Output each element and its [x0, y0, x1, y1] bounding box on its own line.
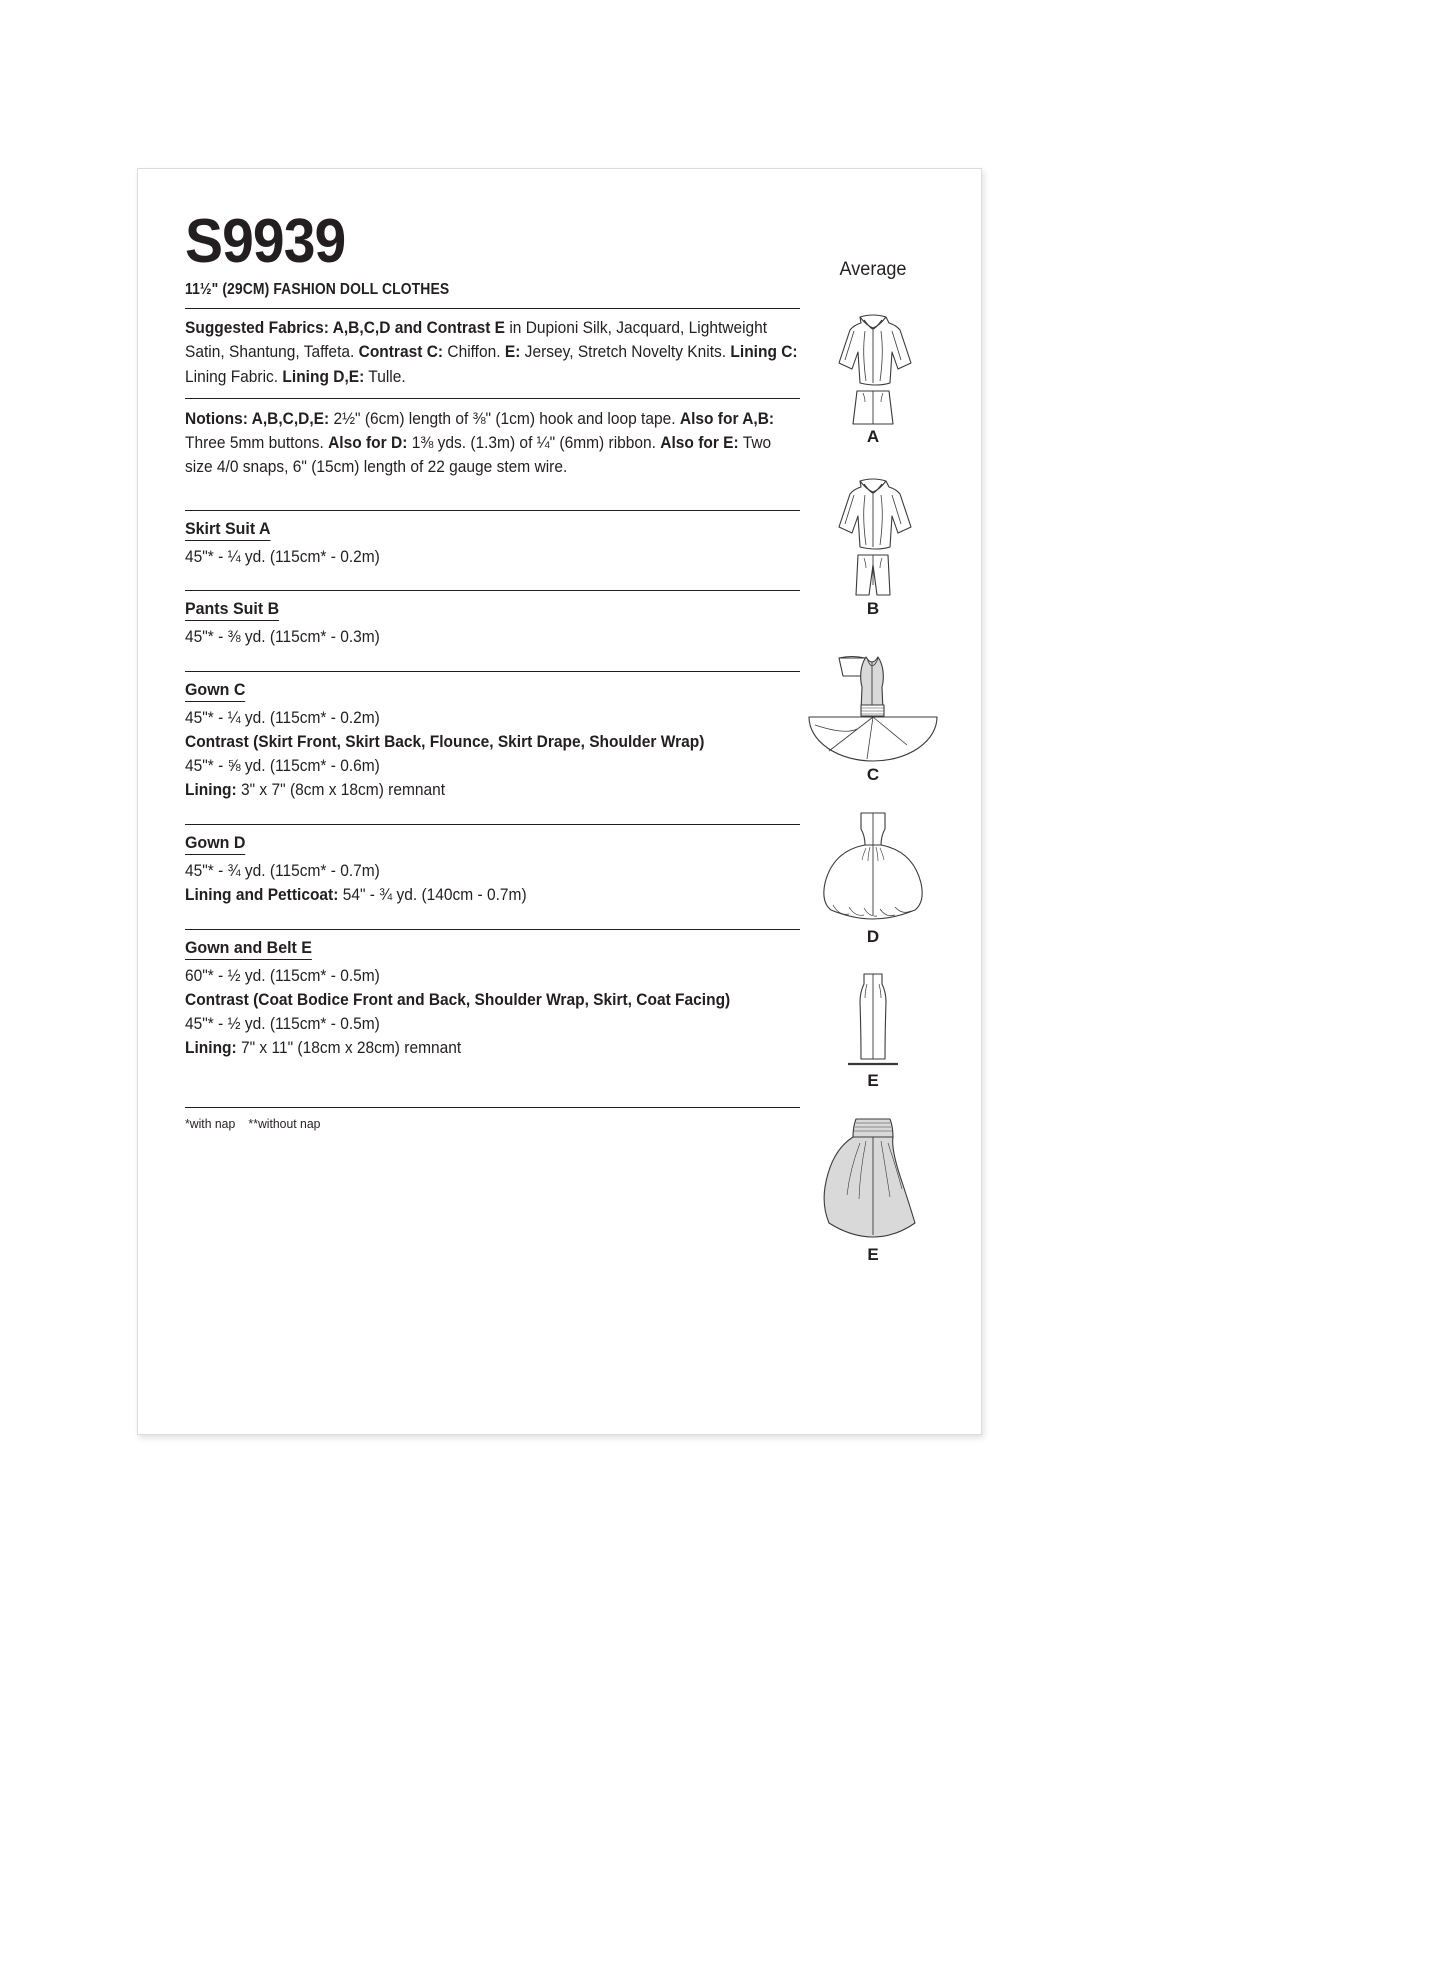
gown-c-icon [803, 641, 943, 763]
divider [185, 1107, 800, 1108]
yardage-row [185, 731, 798, 755]
also-for-ab-label: Also for A,B: [679, 409, 775, 428]
yardage-value: 45"* - ⅝ yd. (115cm* - 0.6m) [185, 757, 380, 776]
divider [185, 398, 800, 399]
yardage-section [185, 590, 800, 650]
divider [185, 590, 800, 591]
divider [185, 671, 800, 672]
yardage-value: 45"* - ⅜ yd. (115cm* - 0.3m) [185, 628, 380, 647]
divider [185, 510, 800, 511]
suggested-fabrics-list: in Dupioni Silk, Jacquard, Lightweight Satin, Shantung, Taffeta. [185, 319, 768, 362]
yardage-value: 45"* - ¼ yd. (115cm* - 0.2m) [185, 709, 380, 728]
also-for-ab-value: Three 5mm buttons. [185, 434, 329, 452]
skirt-suit-icon [808, 307, 938, 425]
view-illustrations-column [798, 211, 948, 1265]
yardage-value: 60"* - ½ yd. (115cm* - 0.5m) [185, 966, 380, 985]
also-for-d-value: 1⅜ yds. (1.3m) of ¼" (6mm) ribbon. [407, 434, 661, 452]
also-for-e-label: Also for E: [660, 434, 739, 452]
yardage-value: 45"* - ¼ yd. (115cm* - 0.2m) [185, 547, 380, 566]
yardage-section [185, 671, 800, 803]
yardage-row [185, 860, 798, 884]
yardage-row [185, 1037, 798, 1061]
divider [185, 308, 800, 309]
also-for-e-value: Two size 4/0 snaps, 6" (15cm) length of 22 gauge stem wire. [185, 434, 772, 477]
view-illustration-b [798, 471, 948, 619]
fabric-e-label: E: [504, 343, 521, 362]
divider [185, 824, 800, 825]
section-title: Gown and Belt E [185, 938, 312, 960]
gown-e-sheath-icon [808, 969, 938, 1069]
section-title: Pants Suit B [185, 599, 279, 621]
contrast-c-value: Chiffon. [443, 343, 505, 362]
yardage-row [185, 965, 798, 989]
view-illustration-e-full [798, 1113, 948, 1265]
view-label: E [867, 1245, 879, 1264]
pattern-text-column [185, 207, 800, 1131]
divider [185, 929, 800, 930]
suggested-fabrics-label: Suggested Fabrics: [185, 319, 329, 337]
pants-suit-icon [808, 471, 938, 597]
nap-footnote [185, 1116, 763, 1131]
view-illustration-a [798, 307, 948, 447]
view-label: A [866, 427, 880, 446]
pattern-subtitle: 11½" (29CM) FASHION DOLL CLOTHES [185, 281, 450, 298]
gown-e-full-icon [808, 1113, 938, 1243]
yardage-row [185, 989, 798, 1013]
notions-paragraph [185, 407, 798, 480]
lining-label: Lining: [185, 781, 237, 800]
yardage-row [185, 546, 798, 570]
pattern-envelope-sheet [137, 168, 982, 1435]
view-illustration-c [798, 641, 948, 785]
view-label: E [867, 1071, 879, 1090]
yardage-value: 45"* - ½ yd. (115cm* - 0.5m) [185, 1014, 380, 1033]
yardage-section [185, 824, 800, 908]
yardage-row [185, 884, 798, 908]
contrast-pieces-label: Contrast (Skirt Front, Skirt Back, Flounce, Skirt Drape, Shoulder Wrap) [185, 733, 705, 752]
lining-value: 3" x 7" (8cm x 18cm) remnant [236, 781, 446, 800]
yardage-row [185, 626, 798, 650]
lining-label: Lining: [185, 1038, 237, 1057]
yardage-row [185, 779, 798, 803]
contrast-pieces-label: Contrast (Coat Bodice Front and Back, Shoulder Wrap, Skirt, Coat Facing) [185, 990, 731, 1009]
lining-de-value: Tulle. [364, 367, 406, 386]
yardage-value: 45"* - ¾ yd. (115cm* - 0.7m) [185, 862, 380, 881]
suggested-fabrics-views: A,B,C,D and Contrast E [328, 319, 506, 337]
notions-value: 2½" (6cm) length of ⅜" (1cm) hook and loop tape. [329, 409, 680, 428]
with-nap-note: *with nap [185, 1115, 236, 1131]
contrast-c-label: Contrast C: [358, 343, 444, 362]
section-title: Gown C [185, 680, 245, 702]
notions-label: Notions: A,B,C,D,E: [185, 409, 330, 428]
yardage-section [185, 510, 800, 570]
view-illustration-e-sheath [798, 969, 948, 1091]
view-label: C [866, 765, 880, 784]
lining-petticoat-value: 54" - ¾ yd. (140cm - 0.7m) [338, 885, 527, 904]
without-nap-note: **without nap [248, 1115, 321, 1131]
suggested-fabrics-paragraph [185, 316, 798, 389]
yardage-row [185, 755, 798, 779]
lining-c-value: Lining Fabric. [185, 367, 283, 386]
section-title: Skirt Suit A [185, 519, 271, 541]
lining-de-label: Lining D,E: [282, 367, 365, 386]
yardage-section [185, 929, 800, 1061]
page-title: S9939 [185, 207, 346, 276]
also-for-d-label: Also for D: [328, 434, 408, 452]
fabric-e-value: Jersey, Stretch Novelty Knits. [520, 343, 731, 362]
view-illustration-d [798, 807, 948, 947]
difficulty-label: Average [839, 259, 907, 280]
yardage-row [185, 1013, 798, 1037]
lining-value: 7" x 11" (18cm x 28cm) remnant [236, 1038, 462, 1057]
view-label: B [866, 599, 880, 618]
view-label: D [866, 927, 880, 946]
yardage-row [185, 707, 798, 731]
gown-d-icon [808, 807, 938, 925]
section-title: Gown D [185, 833, 245, 855]
lining-c-label: Lining C: [730, 343, 798, 362]
lining-petticoat-label: Lining and Petticoat: [185, 885, 339, 904]
